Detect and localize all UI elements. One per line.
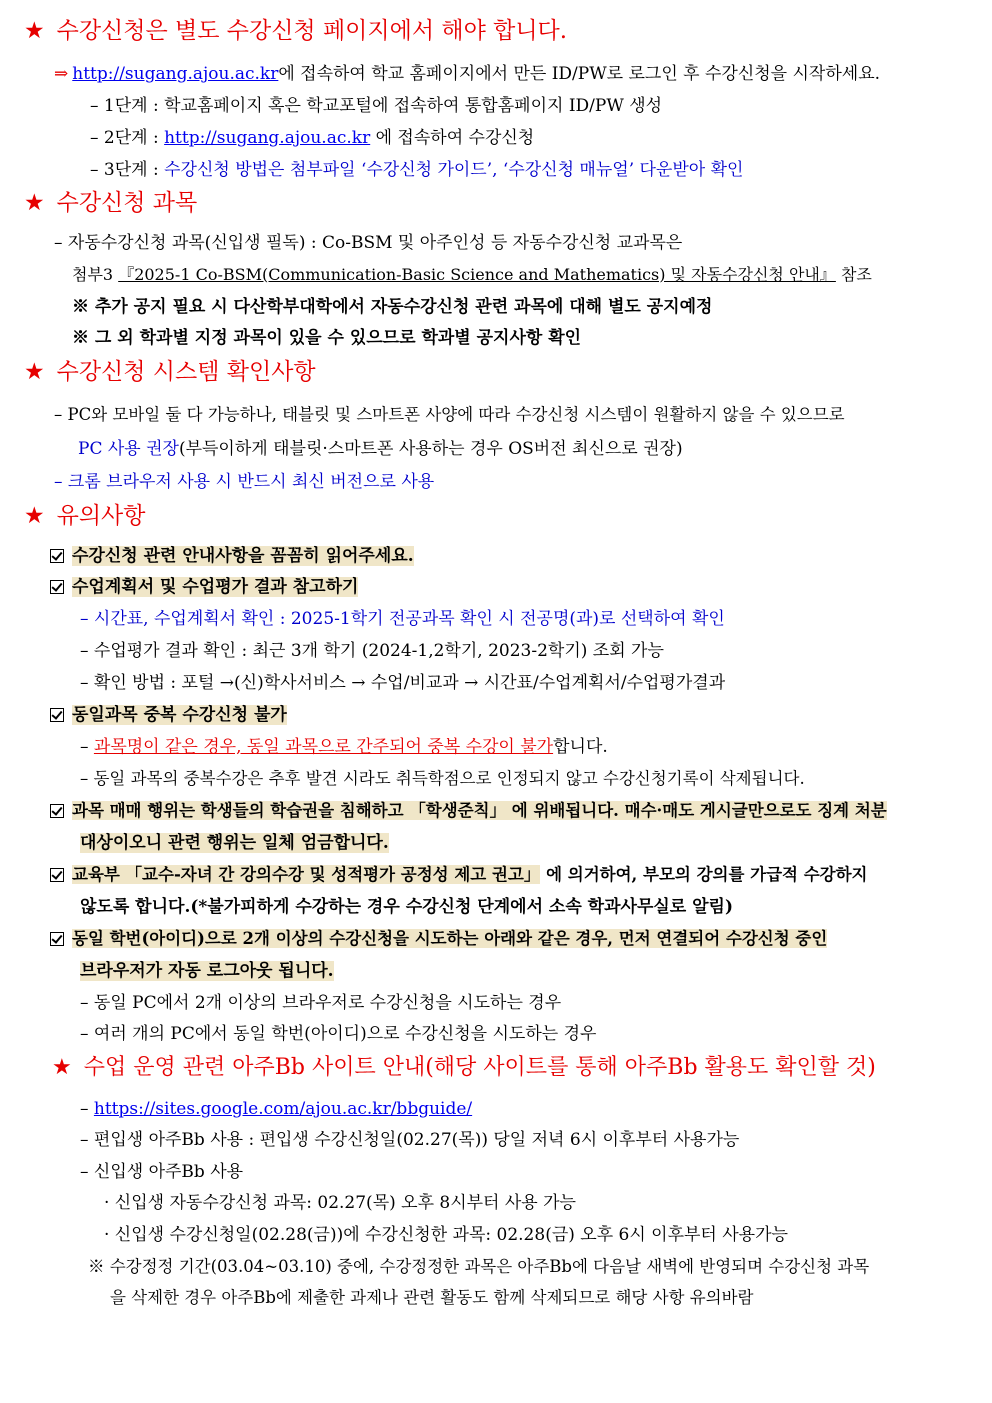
section4-heading	[24, 501, 146, 531]
c6-sub-a: – 동일 PC에서 2개 이상의 브라우저로 수강신청을 시도하는 경우	[80, 993, 562, 1013]
section1-line1	[54, 62, 880, 86]
arrow-icon: ⇒	[54, 64, 69, 84]
section2-line2	[72, 263, 872, 287]
pc-recommend: PC 사용 권장	[78, 439, 179, 459]
section3-title: 수강신청 시스템 확인사항	[56, 359, 316, 385]
step2-rest: 에 접속하여 수강신청	[370, 128, 535, 148]
section2-note1: ※ 추가 공지 필요 시 다산학부대학에서 자동수강신청 관련 과목에 대해 별도 공지예정	[72, 297, 713, 317]
checklist-item-2-text: 수업계획서 및 수업평가 결과 참고하기	[72, 577, 359, 597]
checklist-item-1-text: 수강신청 관련 안내사항을 꼼꼼히 읽어주세요.	[72, 546, 414, 566]
section3-line2-rest: (부득이하게 태블릿·스마트폰 사용하는 경우 OS버전 최신으로 권장)	[178, 439, 683, 459]
step3-text: 수강신청 방법은 첨부파일 ‘수강신청 가이드’, ‘수강신청 매뉴얼’ 다운받아 확인	[164, 160, 744, 180]
bbguide-link[interactable]: https://sites.google.com/ajou.ac.kr/bbguide/	[93, 1099, 473, 1119]
star-icon: ★	[24, 18, 45, 44]
c2-sub-a: – 시간표, 수업계획서 확인 : 2025-1학기 전공과목 확인 시 전공명(과)로 선택하여 확인	[80, 609, 725, 629]
checklist-item-6-line2: 브라우저가 자동 로그아웃 됩니다.	[80, 961, 334, 981]
c6-sub-b: – 여러 개의 PC에서 동일 학번(아이디)으로 수강신청을 시도하는 경우	[80, 1024, 597, 1044]
section1-title: 수강신청은 별도 수강신청 페이지에서 해야 합니다.	[56, 18, 568, 44]
checklist-item-3-text: 동일과목 중복 수강신청 불가	[72, 705, 287, 725]
c2-sub-b: – 수업평가 결과 확인 : 최근 3개 학기 (2024-1,2학기, 2023-2학기) 조회 가능	[80, 641, 664, 661]
step3	[90, 158, 743, 182]
section1-line1-text: 에 접속하여 학교 홈페이지에서 만든 ID/PW로 로그인 후 수강신청을 시작하세요.	[278, 64, 881, 84]
checkbox-icon	[50, 549, 64, 563]
star-icon: ★	[24, 190, 45, 216]
section5-line1: – 편입생 아주Bb 사용 : 편입생 수강신청일(02.27(목)) 당일 저녁 6시 이후부터 사용가능	[80, 1130, 740, 1150]
checkbox-icon	[50, 580, 64, 594]
section5-line3: · 신입생 자동수강신청 과목: 02.27(목) 오후 8시부터 사용 가능	[104, 1193, 576, 1213]
checklist-item-5-l2: 않도록 합니다.(*불가피하게 수강하는 경우 수강신청 단계에서 소속 학과사무실로 알림)	[80, 897, 734, 917]
section3-heading	[24, 357, 316, 387]
section3-line2	[78, 437, 683, 461]
section3-line1: – PC와 모바일 둘 다 가능하나, 태블릿 및 스마트폰 사양에 따라 수강신청 시스템이 원활하지 않을 수 있으므로	[54, 405, 845, 424]
section3-line3: – 크롬 브라우저 사용 시 반드시 최신 버전으로 사용	[54, 472, 435, 492]
section2-line1: – 자동수강신청 과목(신입생 필독) : Co-BSM 및 아주인성 등 자동수강신청 교과목은	[54, 233, 683, 253]
attachment-label: 첨부3	[72, 265, 119, 284]
checkbox-icon	[50, 932, 64, 946]
reference-label: 참조	[835, 265, 872, 284]
c2-sub-c: – 확인 방법 : 포털 →(신)학사서비스 → 수업/비교과 → 시간표/수업계획서/수업평가결과	[80, 673, 726, 693]
c3-sub-a-rest: 합니다.	[553, 737, 608, 757]
checklist-item-3	[50, 703, 287, 727]
checklist-item-5-rest: 에 의거하여, 부모의 강의를 가급적 수강하지	[540, 865, 868, 884]
step1: – 1단계 : 학교홈페이지 혹은 학교포털에 접속하여 통합홈페이지 ID/PW 생성	[90, 96, 663, 116]
bbguide-prefix: –	[80, 1099, 94, 1119]
section5-title: 수업 운영 관련 아주Bb 사이트 안내(해당 사이트를 통해 아주Bb 활용도 확인할 것)	[83, 1055, 876, 1080]
step3-prefix: – 3단계 :	[90, 160, 165, 180]
section5-note1: ※ 수강정정 기간(03.04~03.10) 중에, 수강정정한 과목은 아주Bb에 다음날 새벽에 반영되며 수강신청 과목	[88, 1257, 870, 1276]
section5-line2: – 신입생 아주Bb 사용	[80, 1162, 244, 1182]
star-icon: ★	[24, 359, 45, 385]
c3-sub-a-prefix: –	[80, 737, 94, 757]
c3-sub-a-warning: 과목명이 같은 경우, 동일 과목으로 간주되어 중복 수강이 불가	[93, 737, 554, 757]
section5-line4: · 신입생 수강신청일(02.28(금))에 수강신청한 과목: 02.28(금) 오후 6시 이후부터 사용가능	[104, 1225, 788, 1245]
sugang-link-step2[interactable]: http://sugang.ajou.ac.kr	[164, 128, 371, 148]
sugang-link[interactable]: http://sugang.ajou.ac.kr	[72, 64, 279, 84]
star-icon: ★	[52, 1055, 72, 1080]
checklist-item-4-l2	[80, 831, 389, 855]
checklist-item-4-line1: 과목 매매 행위는 학생들의 학습권을 침해하고 「학생준칙」 에 위배됩니다. 매수·매도 게시글만으로도 징계 처분	[72, 801, 887, 820]
section5-note2: 을 삭제한 경우 아주Bb에 제출한 과제나 관련 활동도 함께 삭제되므로 해당 사항 유의바람	[110, 1288, 754, 1307]
checklist-item-6-line1: 동일 학번(아이디)으로 2개 이상의 수강신청을 시도하는 아래와 같은 경우, 먼저 연결되어 수강신청 중인	[72, 929, 828, 948]
c3-sub-a	[80, 735, 608, 759]
step2	[90, 126, 534, 150]
bbguide-line	[80, 1097, 472, 1121]
star-icon: ★	[24, 503, 45, 529]
checklist-item-6	[50, 927, 827, 951]
attachment-title: 『2025-1 Co-BSM(Communication-Basic Science and Mathematics) 및 자동수강신청 안내』	[118, 265, 836, 284]
checkbox-icon	[50, 708, 64, 722]
checklist-item-1	[50, 544, 414, 568]
section1-heading	[24, 16, 567, 46]
section5-heading	[52, 1053, 876, 1083]
checklist-item-5	[50, 863, 867, 887]
section4-title: 유의사항	[56, 503, 146, 529]
step2-prefix: – 2단계 :	[90, 128, 165, 148]
checklist-item-4-line2: 대상이오니 관련 행위는 일체 엄금합니다.	[80, 833, 389, 853]
checklist-item-4	[50, 799, 887, 823]
checkbox-icon	[50, 804, 64, 818]
c3-sub-b: – 동일 과목의 중복수강은 추후 발견 시라도 취득학점으로 인정되지 않고 수강신청기록이 삭제됩니다.	[80, 769, 805, 788]
section2-note2: ※ 그 외 학과별 지정 과목이 있을 수 있으므로 학과별 공지사항 확인	[72, 328, 582, 348]
section2-title: 수강신청 과목	[56, 190, 198, 216]
checklist-item-5-highlight: 교육부 「교수-자녀 간 강의수강 및 성적평가 공정성 제고 권고」	[72, 865, 541, 884]
section2-heading	[24, 188, 197, 218]
checkbox-icon	[50, 868, 64, 882]
checklist-item-2	[50, 575, 358, 599]
checklist-item-6-l2	[80, 959, 334, 983]
